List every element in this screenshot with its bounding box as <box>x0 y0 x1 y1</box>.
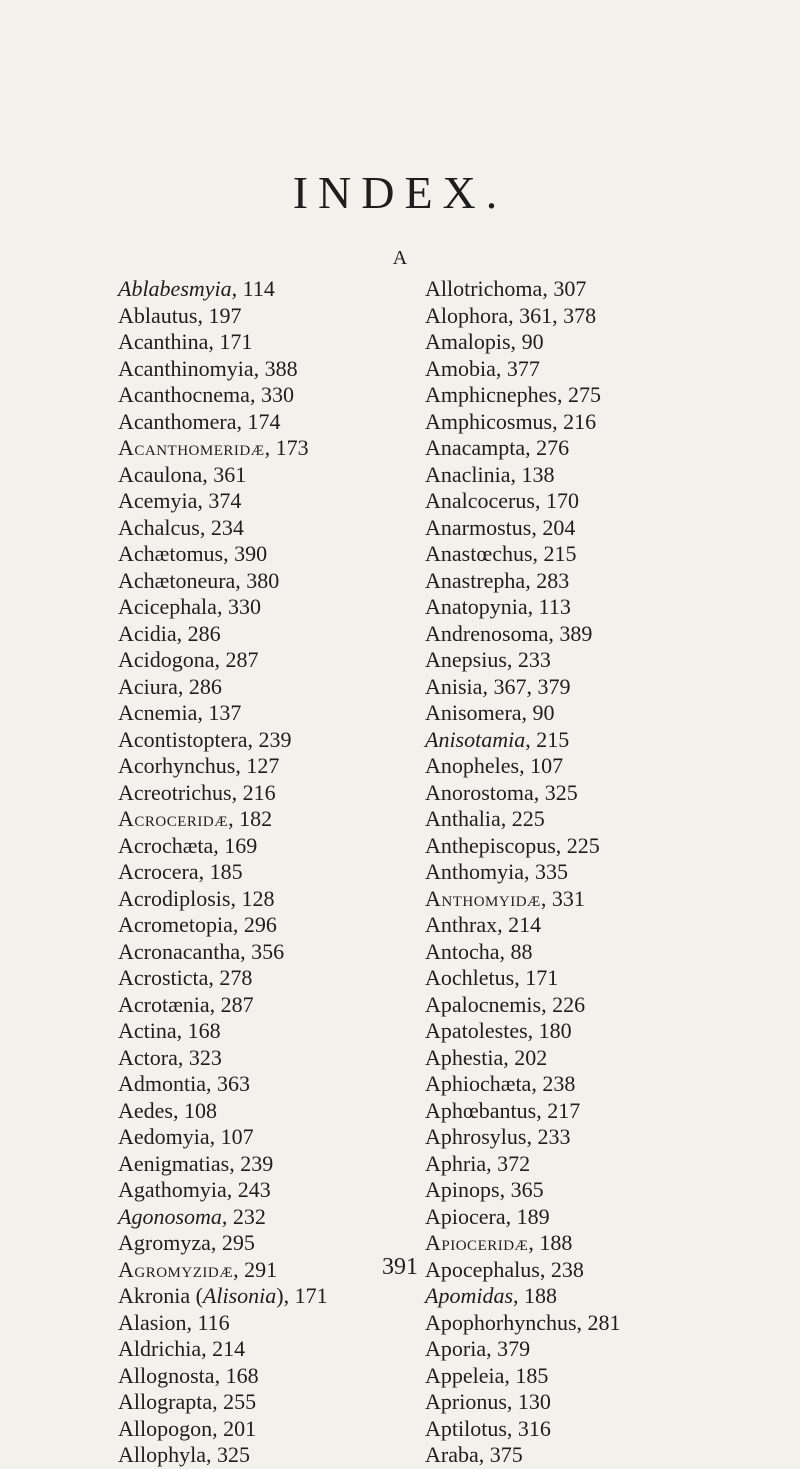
index-entry-name: Apalocnemis <box>425 991 542 1017</box>
index-entry-name: Apiocera <box>425 1203 506 1229</box>
index-entry-page: 389 <box>559 620 593 646</box>
index-entry: Ablabesmyia, 114 <box>118 276 275 301</box>
index-entry: Acorhynchus, 127 <box>118 753 280 778</box>
index-entry: Actina, 168 <box>118 1018 221 1043</box>
index-entry: Apophorhynchus, 281 <box>425 1309 621 1335</box>
index-entry: Aphria, 372 <box>425 1150 531 1176</box>
index-entry-name: Acanthomeridæ <box>118 435 265 460</box>
index-entry-name: Ablabesmyia <box>118 276 232 301</box>
index-entry-page: 287 <box>225 647 259 672</box>
index-entry: Allopogon, 201 <box>118 1415 257 1441</box>
index-entry: Acrocera, 185 <box>118 859 243 884</box>
index-entry-page: 174 <box>247 408 281 434</box>
index-entry-name: Achalcus <box>118 514 200 540</box>
index-entry: Apalocnemis, 226 <box>425 991 586 1017</box>
index-entry-page: 239 <box>258 726 292 752</box>
index-entry-page: 390 <box>234 541 268 566</box>
index-entry: Anastœchus, 215 <box>425 541 577 566</box>
index-entry-name: Andrenosoma <box>425 620 549 646</box>
index-entry: Anisomera, 90 <box>425 700 555 725</box>
index-entry-name: Aporia <box>425 1336 487 1361</box>
index-entry: Antocha, 88 <box>425 938 533 964</box>
index-entry-page: 216 <box>242 779 276 805</box>
index-entry-page: 204 <box>542 514 576 540</box>
index-entry-name: Acrocera <box>118 859 199 884</box>
index-entry-name: Anthrax <box>425 912 498 937</box>
index-entry-name: Anopheles <box>425 753 520 778</box>
index-entry-name: Acronacantha <box>118 938 241 964</box>
index-entry-page: 185 <box>209 859 243 884</box>
index-entry: Acroceridæ, 182 <box>118 806 273 831</box>
index-entry-name: Acorhynchus <box>118 753 236 778</box>
index-entry-name: Acanthinomyia <box>118 355 254 381</box>
index-entry-page: 316 <box>517 1415 551 1441</box>
index-entry-name: Akronia <box>118 1283 191 1308</box>
index-entry-name: Aedes <box>118 1097 173 1123</box>
index-entry-name: Aphrosylus <box>425 1124 527 1149</box>
index-entry-page: 90 <box>532 700 555 725</box>
index-entry-page: 214 <box>212 1336 246 1361</box>
index-entry-name: Agromyza <box>118 1230 211 1255</box>
index-entry-name: Acrochæta <box>118 832 214 858</box>
index-entry-name: Allotrichoma <box>425 276 543 301</box>
index-entry-page: 128 <box>241 885 275 911</box>
index-entry: Aphœbantus, 217 <box>425 1097 581 1123</box>
index-entry-name: Acaulona <box>118 461 203 487</box>
index-entry-page: 361 <box>213 461 247 487</box>
index-entry-page: 238 <box>550 1256 584 1282</box>
index-entry-name: Alasion <box>118 1309 187 1335</box>
index-entry-name: Anarmostus <box>425 514 532 540</box>
index-entry-name: Aphestia <box>425 1044 504 1070</box>
index-entry-name: Aedomyia <box>118 1124 210 1149</box>
index-entry-name: Acidogona <box>118 647 215 672</box>
index-entry-name: Alophora <box>425 302 509 328</box>
index-entry-name: Actina <box>118 1018 177 1043</box>
index-entry-page: 138 <box>521 461 555 487</box>
index-entry-page: 356 <box>251 938 285 964</box>
index-entry: Acrometopia, 296 <box>118 912 277 937</box>
index-entry-name: Anorostoma <box>425 779 534 805</box>
index-entry: Acaulona, 361 <box>118 461 247 487</box>
index-entry: Anaclinia, 138 <box>425 461 555 487</box>
index-entry-name: Apinops <box>425 1177 500 1202</box>
index-entry: Aphestia, 202 <box>425 1044 548 1070</box>
index-entry: Achalcus, 234 <box>118 514 244 540</box>
index-entry-page: 233 <box>537 1124 571 1149</box>
index-entry-page: 281 <box>587 1309 621 1335</box>
index-column-left <box>118 276 418 1469</box>
index-entry-page: 173 <box>275 435 309 460</box>
index-entry-name: Agromyzidæ <box>118 1256 234 1282</box>
index-entry-page: 169 <box>224 832 258 858</box>
index-entry-page: 168 <box>225 1362 259 1388</box>
index-entry: Acrochæta, 169 <box>118 832 258 858</box>
index-entry-page: 363 <box>217 1071 250 1096</box>
index-entry-page: 286 <box>187 620 221 646</box>
index-entry-page: 367, 379 <box>493 673 571 699</box>
index-entry-page: 275 <box>567 382 601 407</box>
index-entry-name: Anatopynia <box>425 594 528 619</box>
index-entry: Acanthocnema, 330 <box>118 382 294 407</box>
index-entry-name: Anthepiscopus <box>425 832 556 858</box>
index-entry-name: Achætoneura <box>118 567 236 593</box>
index-entry-name: Allophyla <box>118 1442 206 1467</box>
index-entry: Amphicnephes, 275 <box>425 382 601 407</box>
index-entry: Amobia, 377 <box>425 355 540 381</box>
index-entry-page: 372 <box>497 1150 531 1176</box>
index-entry-page: 365 <box>510 1177 544 1202</box>
index-entry-page: 331 <box>551 885 585 911</box>
index-entry-name: Analcocerus <box>425 488 535 513</box>
index-entry-page: 107 <box>530 753 564 778</box>
index-entry-name: Antocha <box>425 938 500 964</box>
index-entry-page: 225 <box>511 806 545 831</box>
index-entry-name: Apophorhynchus <box>425 1309 577 1335</box>
index-entry-name: Acnemia <box>118 700 198 725</box>
index-entry: Acanthinomyia, 388 <box>118 355 298 381</box>
index-entry-name: Anastœchus <box>425 541 533 566</box>
index-entry: Alasion, 116 <box>118 1309 230 1335</box>
index-entry-page: 377 <box>506 355 540 381</box>
index-entry-name: Allopogon <box>118 1415 213 1441</box>
index-entry: Acicephala, 330 <box>118 594 261 619</box>
index-entry-page: 291 <box>244 1256 278 1282</box>
index-entry-page: 307 <box>553 276 587 301</box>
index-entry: Aporia, 379 <box>425 1336 531 1361</box>
index-entry-page: 379 <box>497 1336 531 1361</box>
index-entry-name: Aprionus <box>425 1389 507 1414</box>
index-entry: Allograpta, 255 <box>118 1389 257 1414</box>
index-entry-page: 114 <box>242 276 275 301</box>
index-entry-name: Amphicnephes <box>425 382 557 407</box>
index-entry-page: 90 <box>521 329 544 354</box>
index-entry-page: 171 <box>294 1283 328 1308</box>
index-entry: Andrenosoma, 389 <box>425 620 593 646</box>
index-entry-page: 233 <box>517 647 551 672</box>
index-entry-name: Aphria <box>425 1150 487 1176</box>
index-entry: Acontistoptera, 239 <box>118 726 292 752</box>
index-entry-name: Anepsius <box>425 647 507 672</box>
index-entry: Anacampta, 276 <box>425 435 570 460</box>
index-entry-name: Allognosta <box>118 1362 215 1388</box>
index-entry-name: Admontia <box>118 1071 206 1096</box>
index-entry-name: Acrotænia <box>118 991 210 1017</box>
index-entry: Alophora, 361, 378 <box>425 302 597 328</box>
index-entry-name: Acrodiplosis <box>118 885 231 911</box>
index-entry-name: Agonosoma <box>118 1203 222 1229</box>
index-entry: Anthomyidæ, 331 <box>425 885 585 911</box>
index-entry-name: Anthalia <box>425 806 501 831</box>
index-entry: Amphicosmus, 216 <box>425 408 597 434</box>
index-entry: Aprionus, 130 <box>425 1389 551 1414</box>
index-entry-name: Actora <box>118 1044 178 1070</box>
index-entry-name: Acanthina <box>118 329 209 354</box>
index-entry: Acidogona, 287 <box>118 647 259 672</box>
index-entry: Apatolestes, 180 <box>425 1018 572 1043</box>
index-entry-page: 388 <box>264 355 298 381</box>
index-entry-page: 214 <box>508 912 542 937</box>
index-entry-page: 283 <box>536 567 570 593</box>
index-entry-page: 238 <box>542 1071 576 1096</box>
index-entry: Analcocerus, 170 <box>425 488 579 513</box>
index-entry-name: Amphicosmus <box>425 408 553 434</box>
index-entry-page: 116 <box>197 1309 230 1335</box>
index-entry-name: Anisomera <box>425 700 522 725</box>
index-entry: Apiocera, 189 <box>425 1203 550 1229</box>
index-entry-page: 295 <box>221 1230 255 1255</box>
index-entry-page: 361, 378 <box>519 302 597 328</box>
index-entry-page: 325 <box>544 779 578 805</box>
index-entry: Aciura, 286 <box>118 673 222 699</box>
index-entry-page: 325 <box>217 1442 250 1467</box>
index-entry-page: 232 <box>232 1203 266 1229</box>
index-entry-page: 137 <box>208 700 242 725</box>
index-entry: Acanthomera, 174 <box>118 408 281 434</box>
index-entry-page: 202 <box>514 1044 548 1070</box>
index-entry-page: 216 <box>563 408 597 434</box>
index-entry-page: 330 <box>260 382 294 407</box>
index-entry: Ablautus, 197 <box>118 302 242 328</box>
page-title: INDEX. <box>292 167 508 218</box>
index-entry-page: 323 <box>188 1044 222 1070</box>
index-entry: Anisotamia, 215 <box>425 726 570 752</box>
index-entry-name: Agathomyia <box>118 1177 227 1202</box>
index-entry-name: Aphœbantus <box>425 1097 537 1123</box>
index-entry: Agromyzidæ, 291 <box>118 1256 278 1282</box>
index-entry-name: Acrosticta <box>118 965 209 990</box>
index-entry-page: 113 <box>538 594 571 619</box>
index-entry: Anisia, 367, 379 <box>425 673 571 699</box>
index-entry: Aptilotus, 316 <box>425 1415 551 1441</box>
index-entry: Anthalia, 225 <box>425 806 545 831</box>
index-entry: Aochletus, 171 <box>425 965 559 990</box>
index-entry-page: 182 <box>239 806 273 831</box>
index-entry-name: Acanthomera <box>118 408 237 434</box>
index-entry: Anastrepha, 283 <box>425 567 570 593</box>
index-entry: Agathomyia, 243 <box>118 1177 271 1202</box>
index-entry: Aedes, 108 <box>118 1097 217 1123</box>
index-entry: Anepsius, 233 <box>425 647 551 672</box>
index-entry: Acanthina, 171 <box>118 329 253 354</box>
index-entry-name: Apocephalus <box>425 1256 540 1282</box>
index-entry-page: 286 <box>188 673 222 699</box>
index-entry: Anatopynia, 113 <box>425 594 571 619</box>
index-entry-page: 188 <box>524 1283 557 1308</box>
index-entry-name: Apomidas <box>425 1283 513 1308</box>
index-entry-name: Acemyia <box>118 488 198 513</box>
index-entry-page: 239 <box>240 1150 274 1176</box>
index-entry-name: Aphiochæta <box>425 1071 532 1096</box>
index-entry: Akronia (Alisonia), 171 <box>118 1283 328 1308</box>
index-entry-name: Amobia <box>425 355 496 381</box>
index-entry-page: 375 <box>489 1442 523 1467</box>
index-entry: Achætoneura, 380 <box>118 567 280 593</box>
index-entry: Allotrichoma, 307 <box>425 276 587 301</box>
index-entry: Anorostoma, 325 <box>425 779 578 805</box>
index-entry-name: Apioceridæ <box>425 1230 529 1255</box>
index-entry-name: Anthomyidæ <box>425 885 541 911</box>
index-entry: Acidia, 286 <box>118 620 221 646</box>
index-entry-page: 171 <box>525 965 559 990</box>
index-entry <box>425 329 795 356</box>
index-entry-name: Aochletus <box>425 965 515 990</box>
index-entry-page: 215 <box>543 541 577 566</box>
index-entry-page: 287 <box>220 991 254 1017</box>
index-entry-name: Aciura <box>118 673 178 699</box>
index-entry: Allognosta, 168 <box>118 1362 259 1388</box>
index-entry-page: 217 <box>547 1097 581 1123</box>
index-entry-page: 88 <box>510 938 533 964</box>
index-entry-name: Aldrichia <box>118 1336 202 1361</box>
index-entry-page: 168 <box>187 1018 221 1043</box>
index-entry-name: Anisotamia <box>425 726 526 752</box>
index-entry-page: 225 <box>566 832 600 858</box>
index-entry-name: Appeleia <box>425 1362 505 1388</box>
index-entry: Acreotrichus, 216 <box>118 779 276 805</box>
index-entry: Apinops, 365 <box>425 1177 544 1202</box>
index-entry-page: 296 <box>243 912 277 937</box>
index-entry-name: Acicephala <box>118 594 217 619</box>
index-entry: Apocephalus, 238 <box>425 1256 584 1282</box>
index-entry-name: Anastrepha <box>425 567 526 593</box>
index-entry-name: Aptilotus <box>425 1415 507 1441</box>
index-entry: Aphrosylus, 233 <box>425 1124 571 1149</box>
index-entry: Apomidas, 188 <box>425 1283 557 1308</box>
index-entry: Aldrichia, 214 <box>118 1336 246 1361</box>
index-entry-name: Anaclinia <box>425 461 511 487</box>
index-entry-page: 171 <box>219 329 253 354</box>
index-entry-page: 330 <box>227 594 261 619</box>
index-entry: Acrosticta, 278 <box>118 965 253 990</box>
index-entry-page: 189 <box>516 1203 550 1229</box>
index-entry: Acrodiplosis, 128 <box>118 885 275 911</box>
index-entry-name: Achætomus <box>118 541 224 566</box>
index-entry: Acanthomeridæ, 173 <box>118 435 309 460</box>
page-number: 391 <box>382 1254 418 1280</box>
index-entry: Acrotænia, 287 <box>118 991 254 1017</box>
index-entry-page: 107 <box>220 1124 254 1149</box>
index-entry: Agonosoma, 232 <box>118 1203 266 1229</box>
index-entry-name: Anacampta <box>425 435 526 460</box>
index-entry: Allophyla, 325 <box>118 1442 250 1467</box>
index-entry: Anthepiscopus, 225 <box>425 832 600 858</box>
index-entry-name: Amalopis, <box>425 329 517 354</box>
index-entry-name: Allograpta <box>118 1389 213 1414</box>
index-entry-name: Ablautus <box>118 302 198 328</box>
index-entry: Appeleia, 185 <box>425 1362 549 1388</box>
index-entry-page: 234 <box>210 514 244 540</box>
index-entry: Acronacantha, 356 <box>118 938 285 964</box>
index-entry-name: Anthomyia <box>425 859 524 884</box>
index-entry-page: 374 <box>208 488 242 513</box>
index-entry-name: Aenigmatias <box>118 1150 230 1176</box>
index-entry: Achætomus, 390 <box>118 541 268 566</box>
index-entry: Araba, 375 <box>425 1442 523 1467</box>
index-entry-page: 201 <box>223 1415 257 1441</box>
index-entry-page: 180 <box>538 1018 572 1043</box>
index-entry-page: 255 <box>223 1389 257 1414</box>
index-entry-page: 335 <box>535 859 568 884</box>
index-entry-page: 226 <box>552 991 586 1017</box>
index-entry-name: Acontistoptera <box>118 726 248 752</box>
index-entry-page: 380 <box>246 567 280 593</box>
index-entry: Anthrax, 214 <box>425 912 542 937</box>
index-entry-name: Araba <box>425 1442 479 1467</box>
index-entry-name: Acrometopia <box>118 912 233 937</box>
index-column-right <box>425 276 795 1469</box>
index-entry: Anopheles, 107 <box>425 753 564 778</box>
index-entry-page: 278 <box>219 965 253 990</box>
index-entry-name: Apatolestes <box>425 1018 528 1043</box>
index-entry: Admontia, 363 <box>118 1071 250 1096</box>
index-entry-page: 185 <box>515 1362 549 1388</box>
index-entry: Apioceridæ, 188 <box>425 1230 573 1255</box>
index-entry: Actora, 323 <box>118 1044 222 1070</box>
index-entry: Anthomyia, 335 <box>425 859 568 884</box>
index-entry-page: 130 <box>517 1389 551 1414</box>
index-entry: Aphiochæta, 238 <box>425 1071 576 1096</box>
index-entry-name: Anisia <box>425 673 483 699</box>
index-entry-note: Alisonia <box>202 1283 277 1308</box>
index-entry-page: 188 <box>539 1230 573 1255</box>
index-entry: Agromyza, 295 <box>118 1230 255 1255</box>
index-entry: Aedomyia, 107 <box>118 1124 254 1149</box>
index-entry: Acnemia, 137 <box>118 700 242 725</box>
index-entry-name: Acroceridæ <box>118 806 229 831</box>
index-entry: Acemyia, 374 <box>118 488 242 513</box>
index-entry-name: Acidia <box>118 620 177 646</box>
index-entry: Anarmostus, 204 <box>425 514 576 540</box>
index-entry-page: 215 <box>536 726 570 752</box>
index-entry: Aenigmatias, 239 <box>118 1150 274 1176</box>
index-entry-name: Acanthocnema <box>118 382 250 407</box>
index-entry-page: 276 <box>536 435 570 460</box>
index-entry-page: 108 <box>183 1097 217 1123</box>
index-entry-page: 243 <box>237 1177 271 1202</box>
index-entry-page: 170 <box>545 488 579 513</box>
index-entry-page: 127 <box>246 753 280 778</box>
index-entry-name: Acreotrichus <box>118 779 232 805</box>
section-letter: A <box>392 247 408 269</box>
index-entry-page: 197 <box>208 302 242 328</box>
